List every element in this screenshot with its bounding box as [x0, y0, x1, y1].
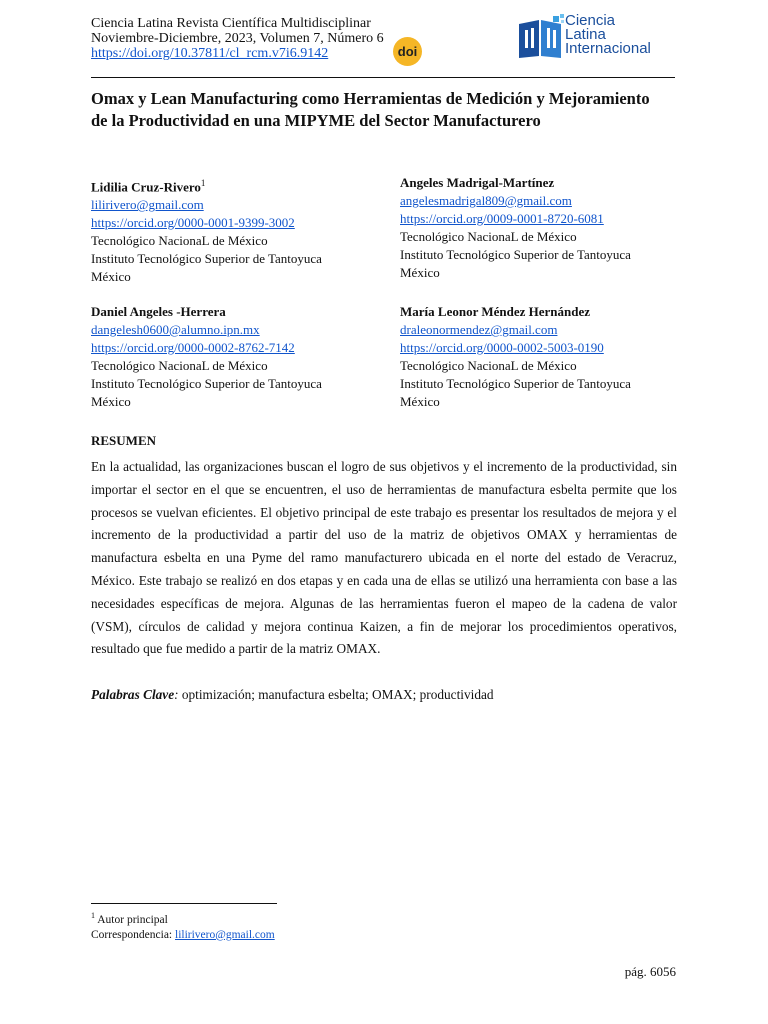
logo-line-3: Internacional	[565, 40, 651, 57]
author-block	[91, 303, 322, 411]
author-institution: Tecnológico NacionaL de México	[91, 233, 268, 249]
author-institute: Instituto Tecnológico Superior de Tantoyuca	[91, 376, 322, 391]
journal-name: Ciencia Latina Revista Científica Multidisciplinar	[91, 16, 371, 31]
doi-icon[interactable]: doi	[393, 37, 422, 66]
author-institute: Instituto Tecnológico Superior de Tantoyuca	[400, 376, 631, 391]
author-name: Daniel Angeles -Herrera	[91, 304, 226, 319]
logo-line-1: Ciencia	[565, 12, 616, 29]
logo-text	[565, 14, 651, 56]
author-name: Angeles Madrigal-Martínez	[400, 175, 555, 190]
abstract-text: En la actualidad, las organizaciones buscan el logro de sus objetivos y el incremento de la productividad, sin importar el sector en el que se encuentren, el uso de herramientas de manufactura esbelta permite que los procesos se vuelvan eficientes. El objetivo principal de este trabajo es presentar los resultados de mejora y el incremento de la productividad a partir del uso de la matriz de objetivos OMAX y herramientas de manufactura esbelta en una Pyme del ramo manufacturero ubicada en el norte del estado de Veracruz, México. Este trabajo se realizó en dos etapas y en cada una de ellas se utilizó una herramienta con base a las necesidades específicas de mejora. Algunas de las herramientas fueron el mapeo de la cadena de valor (VSM), círculos de calidad y mejora continua Kaizen, a fin de mejorar los procedimientos operativos, resultado que fue medido a partir de la matriz OMAX.	[91, 459, 677, 657]
keywords-text: optimización; manufactura esbelta; OMAX; productividad	[178, 687, 494, 702]
author-name: María Leonor Méndez Hernández	[400, 304, 591, 319]
author-name: Lidilia Cruz-Rivero	[91, 179, 201, 195]
author-orcid-link[interactable]: https://orcid.org/0009-0001-8720-6081	[400, 211, 604, 226]
paper-title: Omax y Lean Manufacturing como Herramientas de Medición y Mejoramiento de la Productividad en una MIPYME del Sector Manufacturero	[91, 89, 650, 130]
author-email-link[interactable]: draleonormendez@gmail.com	[400, 322, 558, 337]
footnote	[91, 908, 275, 943]
author-email-link[interactable]: angelesmadrigal809@gmail.com	[400, 193, 572, 208]
keywords-label: Palabras Clave	[91, 687, 175, 702]
author-country: México	[91, 269, 131, 285]
author-institution: Tecnológico NacionaL de México	[400, 229, 577, 244]
author-orcid-link[interactable]: https://orcid.org/0000-0002-8762-7142	[91, 340, 295, 355]
correspondence-label: Correspondencia:	[91, 928, 175, 941]
keywords	[91, 687, 494, 703]
footnote-superscript: 1	[91, 911, 95, 920]
author-superscript: 1	[200, 178, 206, 188]
author-email-link[interactable]: lilirivero@gmail.com	[91, 197, 204, 213]
journal-header	[91, 16, 384, 61]
author-block	[400, 303, 631, 411]
page-number: pág. 6056	[624, 964, 676, 979]
keywords-colon: :	[174, 687, 179, 702]
correspondence-email-link[interactable]: lilirivero@gmail.com	[175, 928, 275, 941]
footnote-rule	[91, 903, 277, 904]
author-country: México	[400, 265, 440, 280]
author-country: México	[91, 394, 131, 409]
footnote-text: Autor principal	[95, 913, 168, 926]
author-institution: Tecnológico NacionaL de México	[91, 358, 268, 373]
author-institute: Instituto Tecnológico Superior de Tantoyuca	[91, 251, 322, 267]
logo-line-2: Latina	[565, 26, 606, 43]
header-rule	[91, 77, 675, 78]
doi-link[interactable]: https://doi.org/10.37811/cl_rcm.v7i6.9142	[91, 46, 329, 61]
author-block	[91, 174, 322, 286]
author-block	[400, 174, 631, 282]
journal-issue: Noviembre-Diciembre, 2023, Volumen 7, Número 6	[91, 31, 384, 46]
author-institution: Tecnológico NacionaL de México	[400, 358, 577, 373]
resumen-heading: RESUMEN	[91, 433, 157, 448]
author-orcid-link[interactable]: https://orcid.org/0000-0002-5003-0190	[400, 340, 604, 355]
author-email-link[interactable]: dangelesh0600@alumno.ipn.mx	[91, 322, 260, 337]
author-institute: Instituto Tecnológico Superior de Tantoyuca	[400, 247, 631, 262]
author-country: México	[400, 394, 440, 409]
author-orcid-link[interactable]: https://orcid.org/0000-0001-9399-3002	[91, 215, 295, 231]
